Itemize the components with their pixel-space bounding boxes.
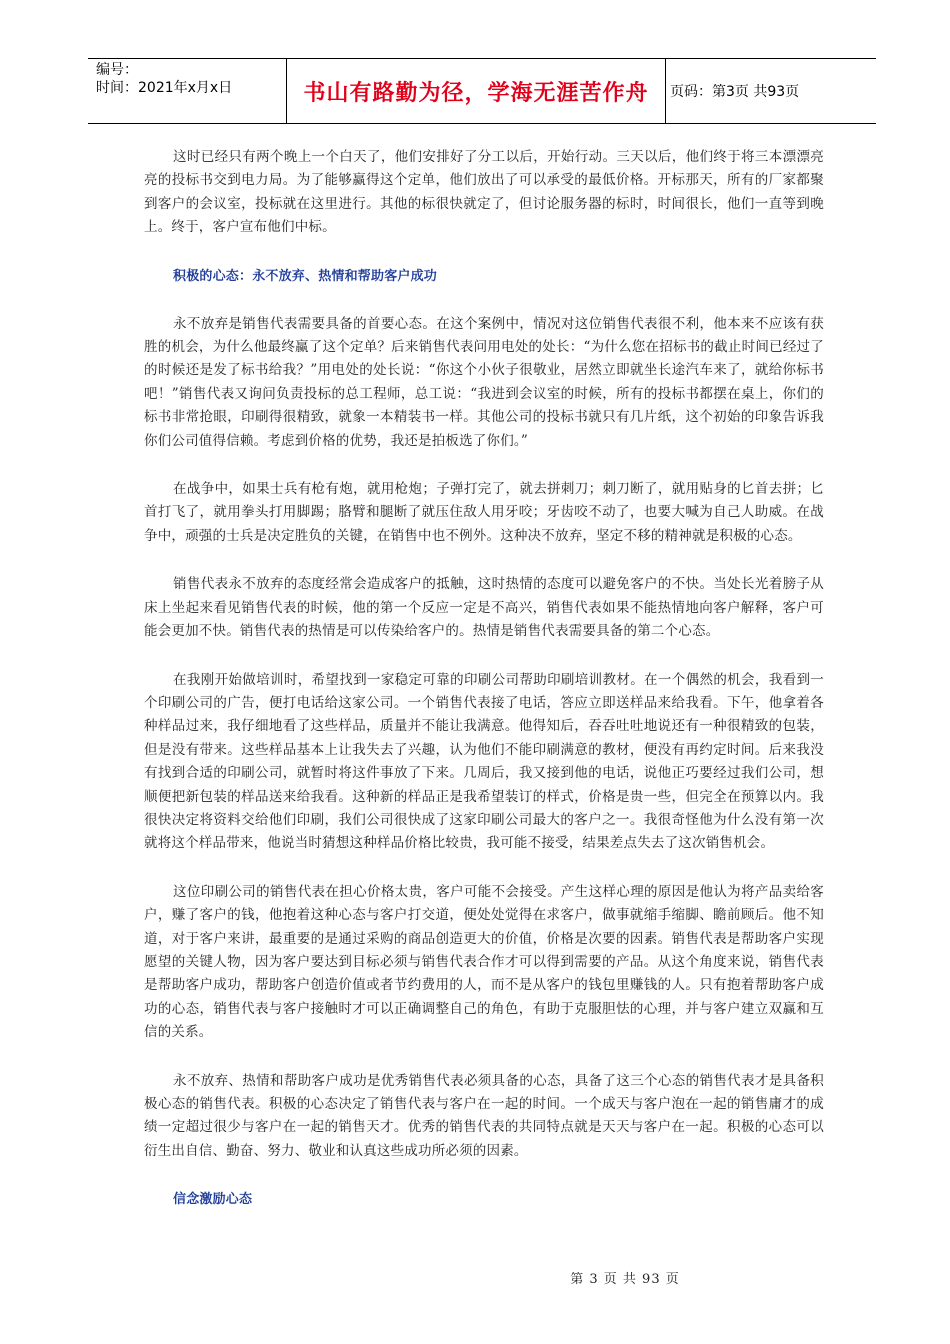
paragraph-4: 销售代表永不放弃的态度经常会造成客户的抵触，这时热情的态度可以避免客户的不快。当处长光着膀子从床上坐起来看见销售代表的时候，他的第一个反应一定是不高兴，销售代表如果不能热情地向客户解释，客户可能会更加不快。销售代表的热情是可以传染给客户的。热情是销售代表需要具备的第二个心态。	[144, 576, 824, 640]
header-page-info: 页码：第3页 共93页	[670, 84, 800, 100]
page-footer: 第 3 页 共 93 页	[570, 1272, 680, 1287]
paragraph-6: 这位印刷公司的销售代表在担心价格太贵，客户可能不会接受。产生这样心理的原因是他认为将产品卖给客户，赚了客户的钱，他抱着这种心态与客户打交道，便处处觉得在求客户，做事就缩手缩脚、瞻前顾后。他不知道，对于客户来讲，最重要的是通过采购的商品创造更大的价值，价格是次要的因素。销售代表是帮助客户实现愿望的关键人物，因为客户要达到目标必须与销售代表合作才可以得到需要的产品。从这个角度来说，销售代表是帮助客户成功，帮助客户创造价值或者节约费用的人，而不是从客户的钱包里赚钱的人。只有抱着帮助客户成功的心态，销售代表与客户接触时才可以正确调整自己的角色，有助于克服胆怯的心理，并与客户建立双赢和互信的关系。	[144, 883, 824, 1041]
page-header	[88, 58, 876, 124]
paragraph-1: 这时已经只有两个晚上一个白天了，他们安排好了分工以后，开始行动。三天以后，他们终于将三本漂漂亮亮的投标书交到电力局。为了能够赢得这个定单，他们放出了可以承受的最低价格。开标那天，所有的厂家都聚到客户的会议室，投标就在这里进行。其他的标很快就定了，但讨论服务器的标时，时间很长，他们一直等到晚上。终于，客户宣布他们中标。	[144, 149, 824, 236]
section-heading-belief-motivation: 信念激励心态	[173, 1192, 253, 1208]
document-number-label: 编号：	[96, 62, 138, 78]
header-motto: 书山有路勤为径，学海无涯苦作舟	[303, 80, 649, 106]
paragraph-5: 在我刚开始做培训时，希望找到一家稳定可靠的印刷公司帮助印刷培训教材。在一个偶然的机会，我看到一个印刷公司的广告，便打电话给这家公司。一个销售代表接了电话，答应立即送样品来给我看。下午，他拿着各种样品过来，我仔细地看了这些样品，质量并不能让我满意。他得知后，吞吞吐吐地说还有一种很精致的包装，但是没有带来。这些样品基本上让我失去了兴趣，认为他们不能印刷满意的教材，便没有再约定时间。后来我没有找到合适的印刷公司，就暂时将这件事放了下来。几周后，我又接到他的电话，说他正巧要经过我们公司，想顺便把新包装的样品送来给我看。这种新的样品正是我希望装订的样式，价格是贵一些，但完全在预算以内。我很快决定将资料交给他们印刷，我们公司很快成了这家印刷公司最大的客户之一。我很奇怪他为什么没有第一次就将这个样品带来，他说当时猜想这种样品价格比较贵，我可能不接受，结果差点失去了这次销售机会。	[144, 671, 824, 852]
document-body	[144, 146, 824, 1236]
section-heading-positive-attitude: 积极的心态：永不放弃、热情和帮助客户成功	[173, 268, 438, 284]
paragraph-3: 在战争中，如果士兵有枪有炮，就用枪炮；子弹打完了，就去拼刺刀；刺刀断了，就用贴身的匕首去拼；匕首打飞了，就用拳头打用脚踢；胳臂和腿断了就压住敌人用牙咬；牙齿咬不动了，也要大喊为自己人助威。在战争中，顽强的士兵是决定胜负的关键，在销售中也不例外。这种决不放弃，坚定不移的精神就是积极的心态。	[144, 481, 824, 544]
paragraph-7: 永不放弃、热情和帮助客户成功是优秀销售代表必须具备的心态，具备了这三个心态的销售代表才是具备积极心态的销售代表。积极的心态决定了销售代表与客户在一起的时间。一个成天与客户泡在一起的销售庸才的成绩一定超过很少与客户在一起的销售天才。优秀的销售代表的共同特点就是天天与客户在一起。积极的心态可以衍生出自信、勤奋、努力、敬业和认真这些成功所必须的因素。	[144, 1072, 824, 1159]
document-date: 时间：2021年x月x日	[96, 80, 233, 96]
paragraph-2: 永不放弃是销售代表需要具备的首要心态。在这个案例中，情况对这位销售代表很不利，他本来不应该有获胜的机会，为什么他最终赢了这个定单？后来销售代表问用电处的处长：“为什么您在招标书的截止时间已经过了的时候还是发了标书给我？”用电处的处长说：“你这个小伙子很敬业，居然立即就坐长途汽车来了，就给你标书吧！”销售代表又询问负责投标的总工程师，总工说：“我进到会议室的时候，所有的投标书都摆在桌上，你们的标书非常抢眼，印刷得很精致，就象一本精装书一样。其他公司的投标书就只有几片纸，这个初始的印象告诉我你们公司值得信赖。考虑到价格的优势，我还是拍板选了你们。”	[144, 315, 824, 449]
header-meta	[96, 59, 286, 123]
